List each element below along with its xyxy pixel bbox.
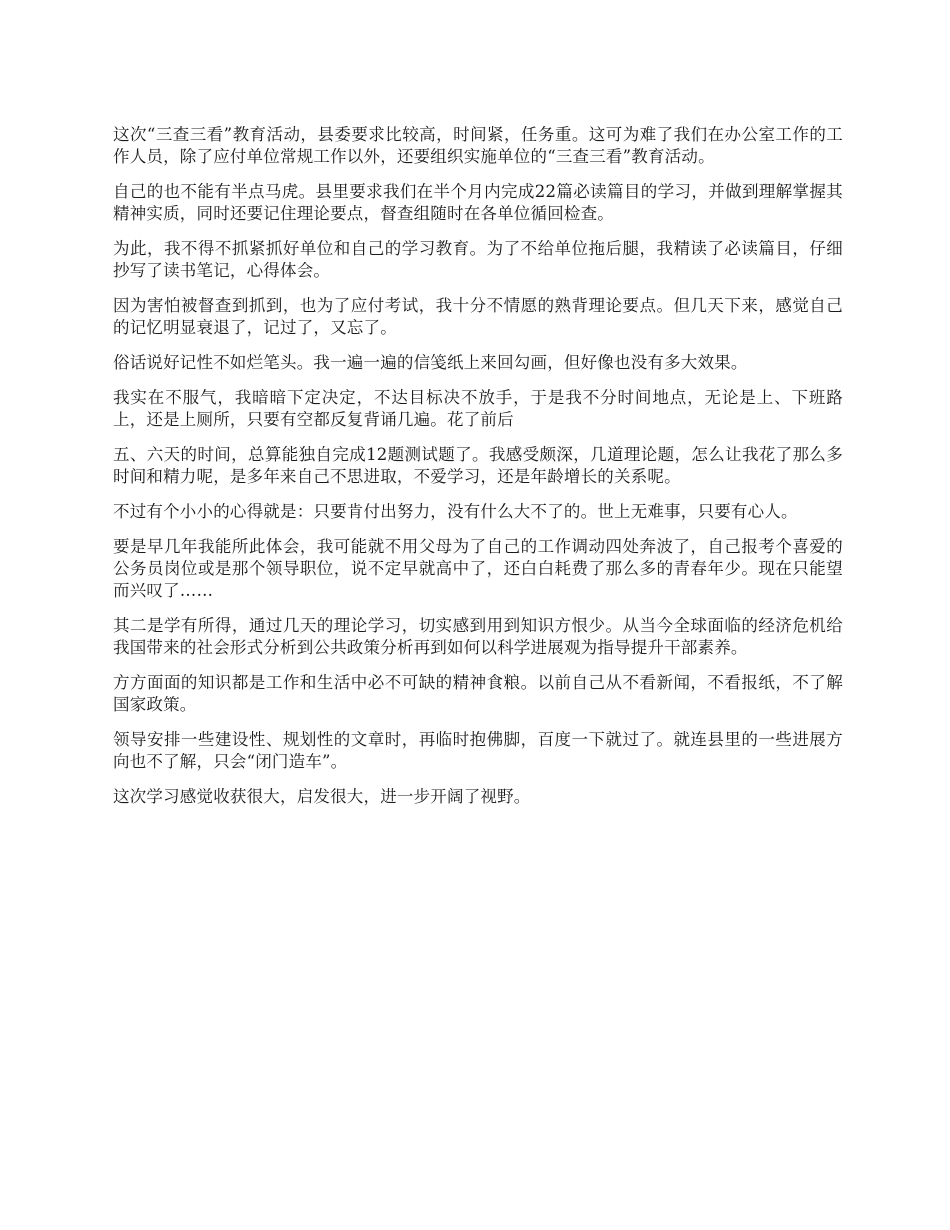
paragraph-13: 这次学习感觉收获很大，启发很大，进一步开阔了视野。 [113,787,531,806]
paragraph-8: 不过有个小小的心得就是：只要肯付出努力，没有什么大不了的。世上无难事，只要有心人。 [113,502,798,521]
paragraph-7: 五、六天的时间，总算能独自完成12题测试题了。我感受颇深，几道理论题，怎么让我花了那么多时间和精力呢，是多年来自己不思进取，不爱学习，还是年龄增长的关系呢。 [113,445,843,486]
paragraph-9: 要是早几年我能所此体会，我可能就不用父母为了自己的工作调动四处奔波了，自己报考个喜爱的公务员岗位或是那个领导职位，说不定早就高中了，还白白耗费了那么多的青春年少。现在只能望而兴叹了…… [113,537,843,600]
paragraph-12: 领导安排一些建设性、规划性的文章时，再临时抱佛脚，百度一下就过了。就连县里的一些进展方向也不了解，只会“闭门造车”。 [113,730,843,771]
paragraph-5: 俗话说好记性不如烂笔头。我一遍一遍的信笺纸上来回勾画，但好像也没有多大效果。 [113,353,748,372]
paragraph-6: 我实在不服气，我暗暗下定决定，不达目标决不放手，于是我不分时间地点，无论是上、下班路上，还是上厕所，只要有空都反复背诵几遍。花了前后 [113,388,843,429]
paragraph-11: 方方面面的知识都是工作和生活中必不可缺的精神食粮。以前自己从不看新闻，不看报纸，不了解国家政策。 [113,673,843,714]
paragraph-4: 因为害怕被督查到抓到，也为了应付考试，我十分不情愿的熟背理论要点。但几天下来，感觉自己的记忆明显衰退了，记过了，又忘了。 [113,296,843,337]
paragraph-2: 自己的也不能有半点马虎。县里要求我们在半个月内完成22篇必读篇目的学习，并做到理解掌握其精神实质，同时还要记住理论要点，督查组随时在各单位循回检查。 [113,182,843,223]
paragraph-10: 其二是学有所得，通过几天的理论学习，切实感到用到知识方恨少。从当今全球面临的经济危机给我国带来的社会形式分析到公共政策分析再到如何以科学进展观为指导提升干部素养。 [113,616,843,657]
document-body [113,124,843,821]
paragraph-3: 为此，我不得不抓紧抓好单位和自己的学习教育。为了不给单位拖后腿，我精读了必读篇目，仔细抄写了读书笔记，心得体会。 [113,239,843,280]
paragraph-1: 这次“三查三看”教育活动，县委要求比较高，时间紧，任务重。这可为难了我们在办公室工作的工作人员，除了应付单位常规工作以外，还要组织实施单位的“三查三看”教育活动。 [113,125,843,166]
